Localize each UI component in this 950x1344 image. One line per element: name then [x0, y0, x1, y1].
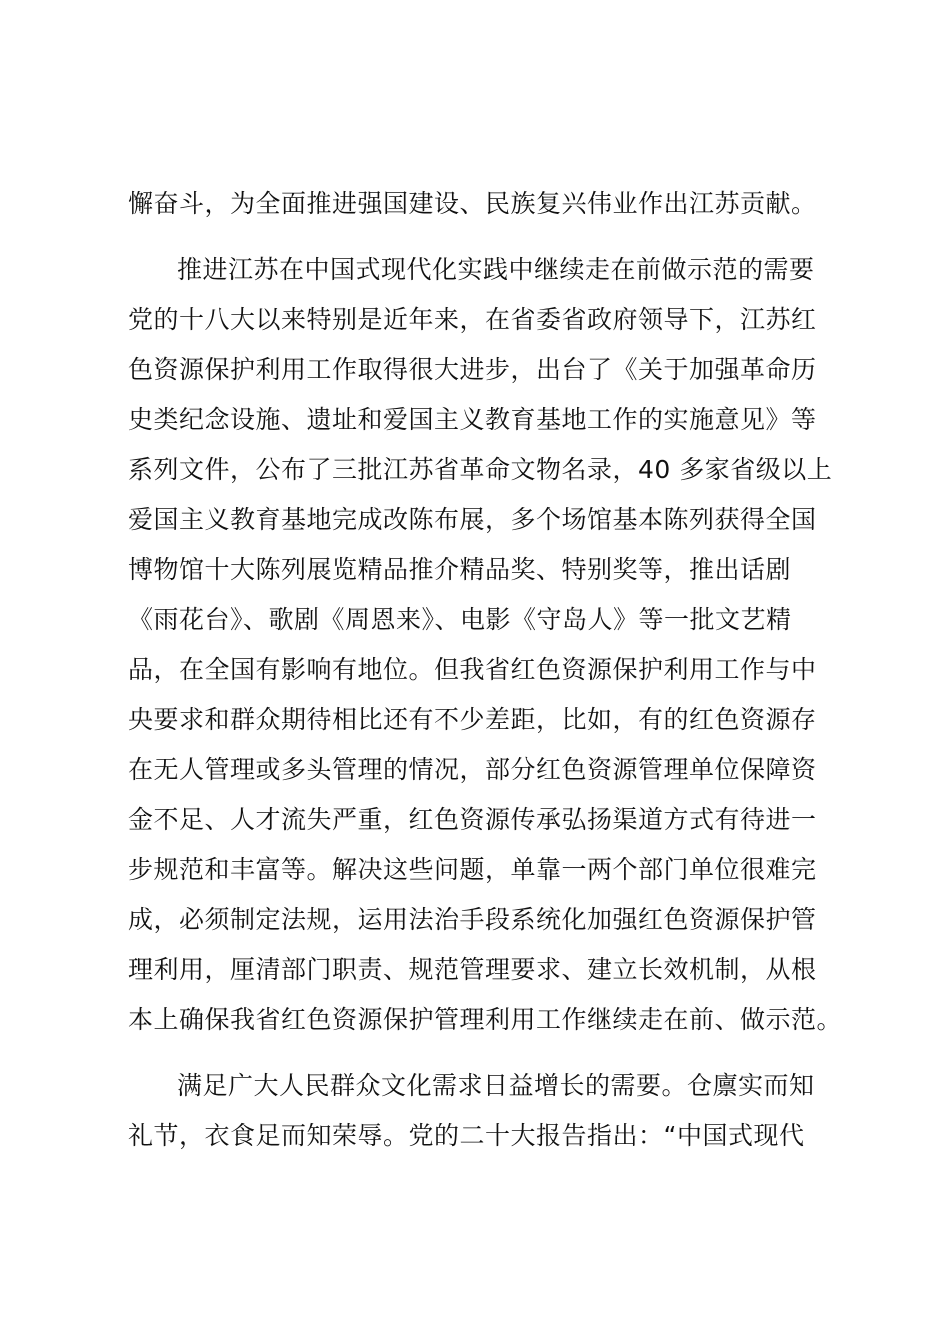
paragraph-line: 博物馆十大陈列展览精品推介精品奖、特别奖等，推出话剧: [128, 555, 792, 584]
paragraph-line: 品，在全国有影响有地位。但我省红色资源保护利用工作与中: [128, 655, 817, 684]
paragraph-line: 满足广大人民群众文化需求日益增长的需要。仓廪实而知: [177, 1071, 815, 1100]
paragraph-line: 礼节，衣食足而知荣辱。党的二十大报告指出：“中国式现代: [128, 1121, 805, 1150]
paragraph-line: 党的十八大以来特别是近年来，在省委省政府领导下，江苏红: [128, 305, 817, 334]
paragraph-line: 理利用，厘清部门职责、规范管理要求、建立长效机制，从根: [128, 955, 817, 984]
paragraph-line: 金不足、人才流失严重，红色资源传承弘扬渠道方式有待进一: [128, 805, 817, 834]
paragraph-line: 爱国主义教育基地完成改陈布展，多个场馆基本陈列获得全国: [128, 505, 817, 534]
paragraph-line: 色资源保护利用工作取得很大进步，出台了《关于加强革命历: [128, 355, 817, 384]
paragraph-line: 懈奋斗，为全面推进强国建设、民族复兴伟业作出江苏贡献。: [128, 189, 817, 218]
paragraph-line: 《雨花台》、歌剧《周恩来》、电影《守岛人》等一批文艺精: [128, 605, 792, 634]
paragraph-line: 央要求和群众期待相比还有不少差距，比如，有的红色资源存: [128, 705, 817, 734]
paragraph-line: 推进江苏在中国式现代化实践中继续走在前做示范的需要: [177, 255, 815, 284]
paragraph-line: 系列文件，公布了三批江苏省革命文物名录，40 多家省级以上: [128, 455, 833, 484]
paragraph-line: 本上确保我省红色资源保护管理利用工作继续走在前、做示范。: [128, 1005, 843, 1034]
paragraph-line: 成，必须制定法规，运用法治手段系统化加强红色资源保护管: [128, 905, 817, 934]
paragraph-line: 步规范和丰富等。解决这些问题，单靠一两个部门单位很难完: [128, 855, 817, 884]
paragraph-line: 在无人管理或多头管理的情况，部分红色资源管理单位保障资: [128, 755, 817, 784]
paragraph-line: 史类纪念设施、遗址和爱国主义教育基地工作的实施意见》等: [128, 405, 817, 434]
